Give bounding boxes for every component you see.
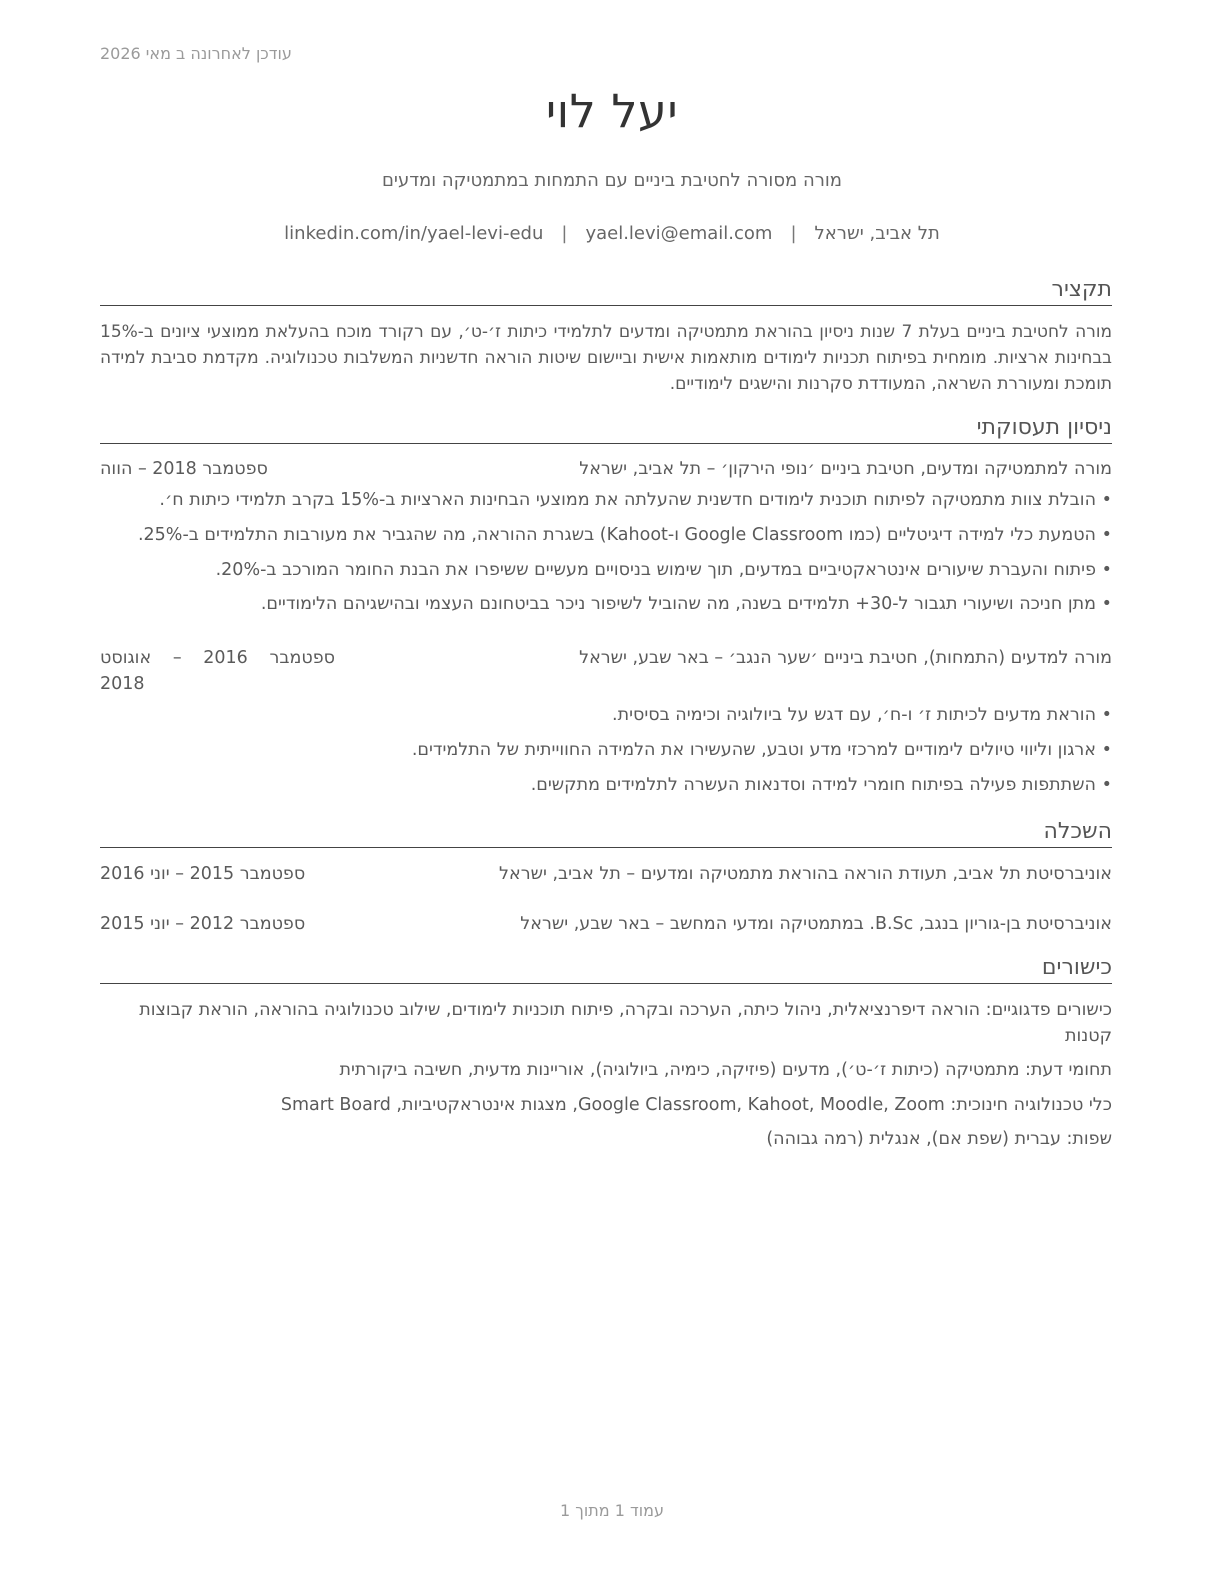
education-dates: ספטמבר 2015 – יוני 2016 <box>100 864 306 884</box>
education-heading: השכלה <box>100 818 1112 848</box>
bullet-icon: • <box>1101 740 1112 760</box>
bullet-icon: • <box>1101 594 1112 614</box>
contact-linkedin[interactable]: linkedin.com/in/yael-levi-edu <box>284 223 544 244</box>
skills-heading: כישורים <box>100 954 1112 984</box>
contact-separator: | <box>561 223 568 244</box>
candidate-tagline: מורה מסורה לחטיבת ביניים עם התמחות במתמטיקה ומדעים <box>381 170 843 191</box>
summary-text: מורה לחטיבת ביניים בעלת 7 שנות ניסיון בהוראת מתמטיקה ומדעים לתלמידי כיתות ז׳-ט׳, עם רקורד מוכח בהעלאת ממוצעי ציונים ב-15% בבחינות ארציות. מומחית בפיתוח תכניות לימודים מותאמות אישית וביישום שיטות הוראה חדשניות המשלבות טכנולוגיה. מקדמת סביבת למידה תומכת ומעוררת השראה, המעודדת סקרנות והישגים לימודיים. <box>100 322 1112 394</box>
bullet-icon: • <box>1101 490 1112 510</box>
job-dates: ספטמבר 2018 – הווה <box>100 459 268 479</box>
job-title: מורה למדעים (התמחות), חטיבת ביניים ׳שער הנגב׳ – באר שבע, ישראל <box>579 648 1112 668</box>
job-bullet: • הוראת מדעים לכיתות ז׳ ו-ח׳, עם דגש על ביולוגיה וכימיה בסיסית. <box>100 702 1112 728</box>
skills-line: כישורים פדגוגיים: הוראה דיפרנציאלית, ניהול כיתה, הערכה ובקרה, פיתוח תוכניות לימודים, שילוב טכנולוגיה בהוראה, הוראת קבוצות קטנות <box>139 1000 1112 1046</box>
job-title: מורה למתמטיקה ומדעים, חטיבת ביניים ׳נופי הירקון׳ – תל אביב, ישראל <box>579 459 1112 479</box>
job-bullet: • ארגון וליווי טיולים לימודיים למרכזי מדע וטבע, שהעשירו את הלמידה החווייתית של התלמידים. <box>100 737 1112 763</box>
job-bullet: • פיתוח והעברת שיעורים אינטראקטיביים במדעים, תוך שימוש בניסויים מעשיים ששיפרו את הבנת החומר המורכב ב-20%. <box>100 557 1112 583</box>
education-dates: ספטמבר 2012 – יוני 2015 <box>100 914 306 934</box>
contact-location: תל אביב, ישראל <box>814 223 940 244</box>
contact-line <box>0 223 1224 244</box>
job-dates: ספטמבר 2016 – אוגוסט 2018 <box>100 648 336 694</box>
bullet-icon: • <box>1101 560 1112 580</box>
contact-separator: | <box>790 223 797 244</box>
skills-line: כלי טכנולוגיה חינוכית: Google Classroom, Kahoot, Moodle, Zoom, מצגות אינטראקטיביות, Smart Board <box>280 1095 1112 1115</box>
last-updated-note: עודכן לאחרונה ב מאי 2026 <box>100 44 292 63</box>
bullet-icon: • <box>1101 775 1112 795</box>
education-degree: אוניברסיטת בן-גוריון בנגב, B.Sc. במתמטיקה ומדעי המחשב – באר שבע, ישראל <box>520 914 1112 934</box>
candidate-name: יעל לוי <box>545 84 679 138</box>
job-bullet: • השתתפות פעילה בפיתוח חומרי למידה וסדנאות העשרה לתלמידים מתקשים. <box>100 772 1112 798</box>
bullet-icon: • <box>1101 525 1112 545</box>
education-degree: אוניברסיטת תל אביב, תעודת הוראה בהוראת מתמטיקה ומדעים – תל אביב, ישראל <box>499 864 1112 884</box>
summary-heading: תקציר <box>100 276 1112 306</box>
skills-line: תחומי דעת: מתמטיקה (כיתות ז׳-ט׳), מדעים (פיזיקה, כימיה, ביולוגיה), אוריינות מדעית, חשיבה ביקורתית <box>339 1060 1112 1080</box>
bullet-icon: • <box>1101 705 1112 725</box>
page-number: עמוד 1 מתוך 1 <box>560 1501 664 1520</box>
skills-line: שפות: עברית (שפת אם), אנגלית (רמה גבוהה) <box>766 1129 1112 1149</box>
job-bullet: • הטמעת כלי למידה דיגיטליים (כמו Google Classroom ו-Kahoot) בשגרת ההוראה, מה שהגביר את מעורבות התלמידים ב-25%. <box>100 522 1112 548</box>
job-bullet: • הובלת צוות מתמטיקה לפיתוח תוכנית לימודים חדשנית שהעלתה את ממוצעי הבחינות הארציות ב-15% בקרב תלמידי כיתות ח׳. <box>100 487 1112 513</box>
job-bullet: • מתן חניכה ושיעורי תגבור ל-30+ תלמידים בשנה, מה שהוביל לשיפור ניכר בביטחונם העצמי ובהישגיהם הלימודיים. <box>100 591 1112 617</box>
contact-email[interactable]: yael.levi@email.com <box>585 223 773 244</box>
experience-heading: ניסיון תעסוקתי <box>100 414 1112 444</box>
